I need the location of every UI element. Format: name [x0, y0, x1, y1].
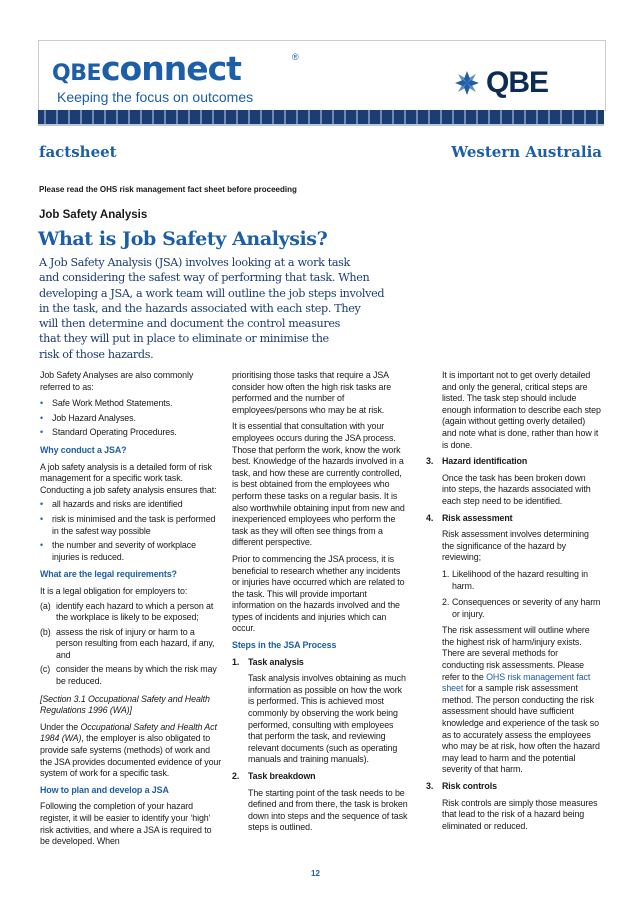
list-item: (a) identify each hazard to which a person at the workplace is likely to be exposed; [40, 600, 214, 623]
intro-line: developing a JSA, a work team will outline the job steps involved [39, 286, 385, 300]
ohs-factsheet-link[interactable]: OHS risk management fact sheet [442, 671, 591, 694]
list-item: 1. Likelihood of the hazard resulting in harm. [442, 568, 588, 591]
brand-connect: connect [101, 49, 241, 88]
intro-line: risk of those hazards. [39, 347, 154, 361]
list-item: • Safe Work Method Statements. [40, 398, 173, 409]
citation: [Section 3.1 Occupational Safety and Health Regulations 1996 (WA)] [40, 693, 210, 716]
column-3 [426, 370, 601, 837]
intro-paragraph [39, 255, 419, 362]
step-title: 3. Risk controls [426, 781, 497, 791]
intro-line: A Job Safety Analysis (JSA) involves looking at a work task [39, 256, 350, 269]
bullet-icon: • [40, 513, 44, 524]
list-item: 2. Consequences or severity of any harm or injury. [442, 597, 601, 619]
bullet-icon: • [40, 499, 44, 510]
intro-line: that they will put in place to eliminate or minimise the [39, 332, 329, 346]
decorative-pattern-rule [38, 124, 604, 126]
column-1 [40, 370, 222, 853]
list-item: • Job Hazard Analyses. [40, 412, 136, 423]
paragraph: A job safety analysis is a detailed form of risk management for a specific work task. Conducting a job safety analysis ensures that: [40, 461, 217, 495]
step-body: Risk assessment involves determining the significance of the hazard by reviewing; [442, 529, 589, 563]
subheading-why: Why conduct a JSA? [40, 444, 127, 455]
bullet-icon: • [40, 412, 44, 423]
page-title: What is Job Safety Analysis? [38, 228, 328, 250]
step-body: The starting point of the task needs to be defined and from there, the task is broken down into steps and the sequence of task steps is outlined. [248, 787, 408, 833]
paragraph: It is essential that consultation with your employees occurs during the JSA process. Those that perform the work, know the work best. Knowledge of the hazards involved in a task, and how these are currently controlled, is best obtained from the employees who perform these tasks on a regular basis. It is also worthwhile obtaining input from new and inexperienced employees who perform the task as they will often see things from a different perspective. [232, 421, 405, 548]
bullet-icon: • [40, 540, 44, 551]
bullet-icon: • [40, 427, 44, 438]
qbe-logo-text: QBE [486, 66, 549, 99]
paragraph: Prior to commencing the JSA process, it is beneficial to research whether any incidents or injuries have occurred which are related to the task. This will provide important information on the hazards involved and the types of incidents and injuries which can occur. [232, 553, 405, 634]
preface-note: Please read the OHS risk management fact sheet before proceeding [39, 185, 297, 194]
step-body: Once the task has been broken down into steps, the hazards associated with each step need to be identified. [442, 472, 591, 506]
step-title: 2. Task breakdown [232, 771, 316, 781]
list-item: • the number and severity of workplace injuries is reduced. [40, 540, 196, 562]
subheading-how: How to plan and develop a JSA [40, 784, 169, 795]
list-item: • all hazards and risks are identified [40, 499, 183, 510]
intro-line: and considering the safest way of performing that task. When [39, 271, 370, 285]
subheading-legal: What are the legal requirements? [40, 569, 177, 580]
step-body: Risk controls are simply those measures that lead to the risk of a hazard being eliminated or reduced. [442, 797, 598, 831]
brand-qbe: QBE [52, 61, 101, 86]
brand-wordmark [52, 49, 241, 88]
factsheet-label: factsheet [39, 143, 117, 161]
tagline: Keeping the focus on outcomes [57, 89, 254, 105]
paragraph: Job Safety Analyses are also commonly referred to as: [40, 370, 194, 392]
paragraph: prioritising those tasks that require a JSA consider how often the high risk tasks are performed and the number of employees/persons who may be at risk. [232, 370, 392, 415]
column-2 [232, 370, 410, 839]
act-title: Occupational Safety and Health Act 1984 (WA) [40, 721, 217, 744]
paragraph: Under the Occupational Safety and Health Act 1984 (WA), the employer is also obligated to provide safe systems (methods) of work and the JSA provides documented evidence of your system of work for a specific task. [40, 721, 222, 779]
bullet-icon: • [40, 398, 44, 409]
decorative-pattern-band [38, 110, 604, 125]
step-body: It is important not to get overly detailed and only the general, critical steps are listed. The task step should include enough information to describe each step (again without getting overly detailed) and note what is done, rather than how it is done. [442, 370, 601, 450]
intro-line: in the task, and the hazards associated with each step. They [39, 301, 361, 315]
page-number: 12 [311, 869, 320, 878]
qbe-logo-icon [454, 70, 480, 96]
intro-line: will then determine and document the control measures [39, 317, 341, 331]
list-item: (c) consider the means by which the risk may be reduced. [40, 664, 217, 687]
step-title: 1. Task analysis [232, 656, 304, 667]
list-item: • Standard Operating Procedures. [40, 427, 177, 438]
subheading-steps: Steps in the JSA Process [232, 640, 337, 651]
registered-mark: ® [292, 52, 299, 62]
paragraph: Following the completion of your hazard register, it will be easier to identify your ‘high’ risk activities, and where a JSA is required to be developed. When [40, 801, 212, 847]
paragraph: It is a legal obligation for employers to: [40, 585, 188, 596]
step-title: 3. Hazard identification [426, 456, 528, 467]
step-title: 4. Risk assessment [426, 512, 513, 523]
list-item: • risk is minimised and the task is performed in the safest way possible [40, 513, 216, 536]
step-body: Task analysis involves obtaining as much information as possible on how the work is performed. This is achieved most commonly by observing the work being performed, consulting with employees that perform the task, and reviewing relevant documents (such as operating manuals and training manuals). [248, 673, 406, 765]
step-body: The risk assessment will outline where the highest risk of harm/injury exists. There are several methods for conducting risk assessments. Please refer to the OHS risk management fact sheet for a sample risk assessment method. The person conducting the risk assessment should have sufficient knowledge and experience of the task so as to accurately assess the employees who may be at risk, how often the hazard may lead to harm and the potential severity of that harm. [442, 625, 600, 775]
list-item: (b) assess the risk of injury or harm to a person resulting from each hazard, if any, and [40, 626, 215, 660]
region-label: Western Australia [451, 143, 602, 161]
section-label: Job Safety Analysis [39, 209, 148, 221]
